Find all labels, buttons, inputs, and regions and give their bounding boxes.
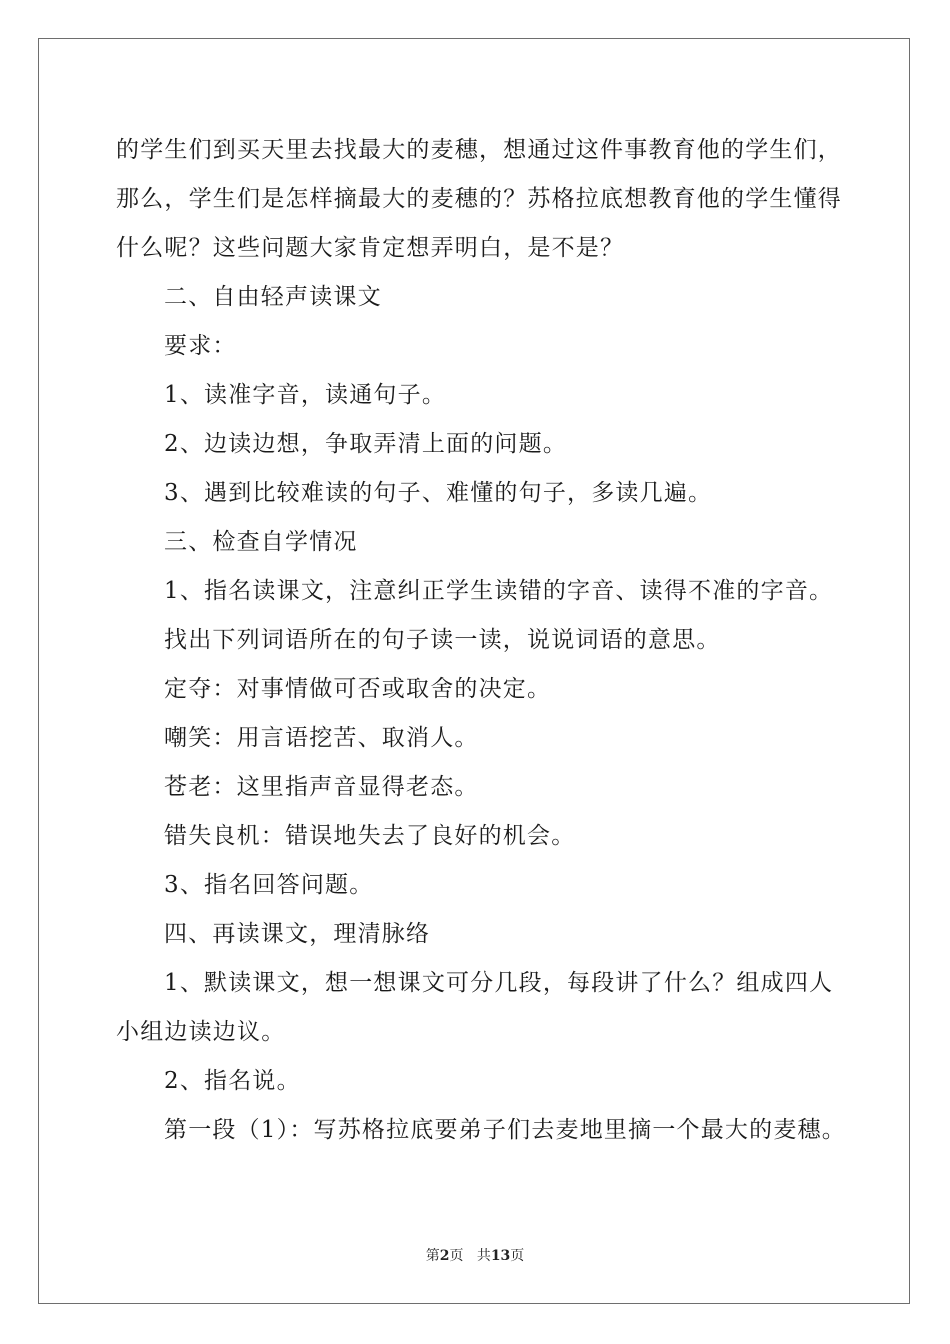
text-line: 2、边读边想，争取弄清上面的问题。 bbox=[164, 431, 568, 457]
text-line: 的学生们到买天里去找最大的麦穗，想通过这件事教育他的学生们， bbox=[116, 137, 842, 163]
document-body bbox=[116, 126, 846, 1155]
text-line: 什么呢？这些问题大家肯定想弄明白，是不是？ bbox=[116, 235, 625, 261]
text-line: 第一段（1）：写苏格拉底要弟子们去麦地里摘一个最大的麦穗。 bbox=[164, 1117, 846, 1143]
text-line: 四、再读课文，理清脉络 bbox=[164, 921, 431, 947]
current-page-number: 2 bbox=[439, 1248, 450, 1264]
footer-total-prefix: 共 bbox=[476, 1248, 491, 1264]
text-line: 小组边读边议。 bbox=[116, 1019, 286, 1045]
text-line: 要求： bbox=[164, 333, 237, 359]
text-line: 3、遇到比较难读的句子、难懂的句子，多读几遍。 bbox=[164, 480, 713, 506]
text-line: 1、指名读课文，注意纠正学生读错的字音、读得不准的字音。 bbox=[164, 578, 834, 604]
text-line: 1、读准字音，读通句子。 bbox=[164, 382, 447, 408]
text-line: 定夺：对事情做可否或取舍的决定。 bbox=[164, 676, 552, 702]
page-footer bbox=[0, 1245, 950, 1265]
text-line: 嘲笑：用言语挖苦、取消人。 bbox=[164, 725, 479, 751]
text-line: 2、指名说。 bbox=[164, 1068, 301, 1094]
text-line: 苍老：这里指声音显得老态。 bbox=[164, 774, 479, 800]
text-line: 二、自由轻声读课文 bbox=[164, 284, 382, 310]
footer-total-suffix: 页 bbox=[510, 1248, 525, 1264]
total-pages-number: 13 bbox=[490, 1248, 511, 1264]
text-line: 1、默读课文，想一想课文可分几段，每段讲了什么？组成四人 bbox=[164, 970, 834, 996]
text-line: 那么，学生们是怎样摘最大的麦穗的？苏格拉底想教育他的学生懂得 bbox=[116, 186, 842, 212]
footer-page-suffix: 页 bbox=[449, 1248, 464, 1264]
footer-prefix: 第 bbox=[425, 1248, 440, 1264]
text-line: 三、检查自学情况 bbox=[164, 529, 358, 555]
text-line: 3、指名回答问题。 bbox=[164, 872, 374, 898]
text-line: 错失良机：错误地失去了良好的机会。 bbox=[164, 823, 576, 849]
text-line: 找出下列词语所在的句子读一读，说说词语的意思。 bbox=[164, 627, 721, 653]
